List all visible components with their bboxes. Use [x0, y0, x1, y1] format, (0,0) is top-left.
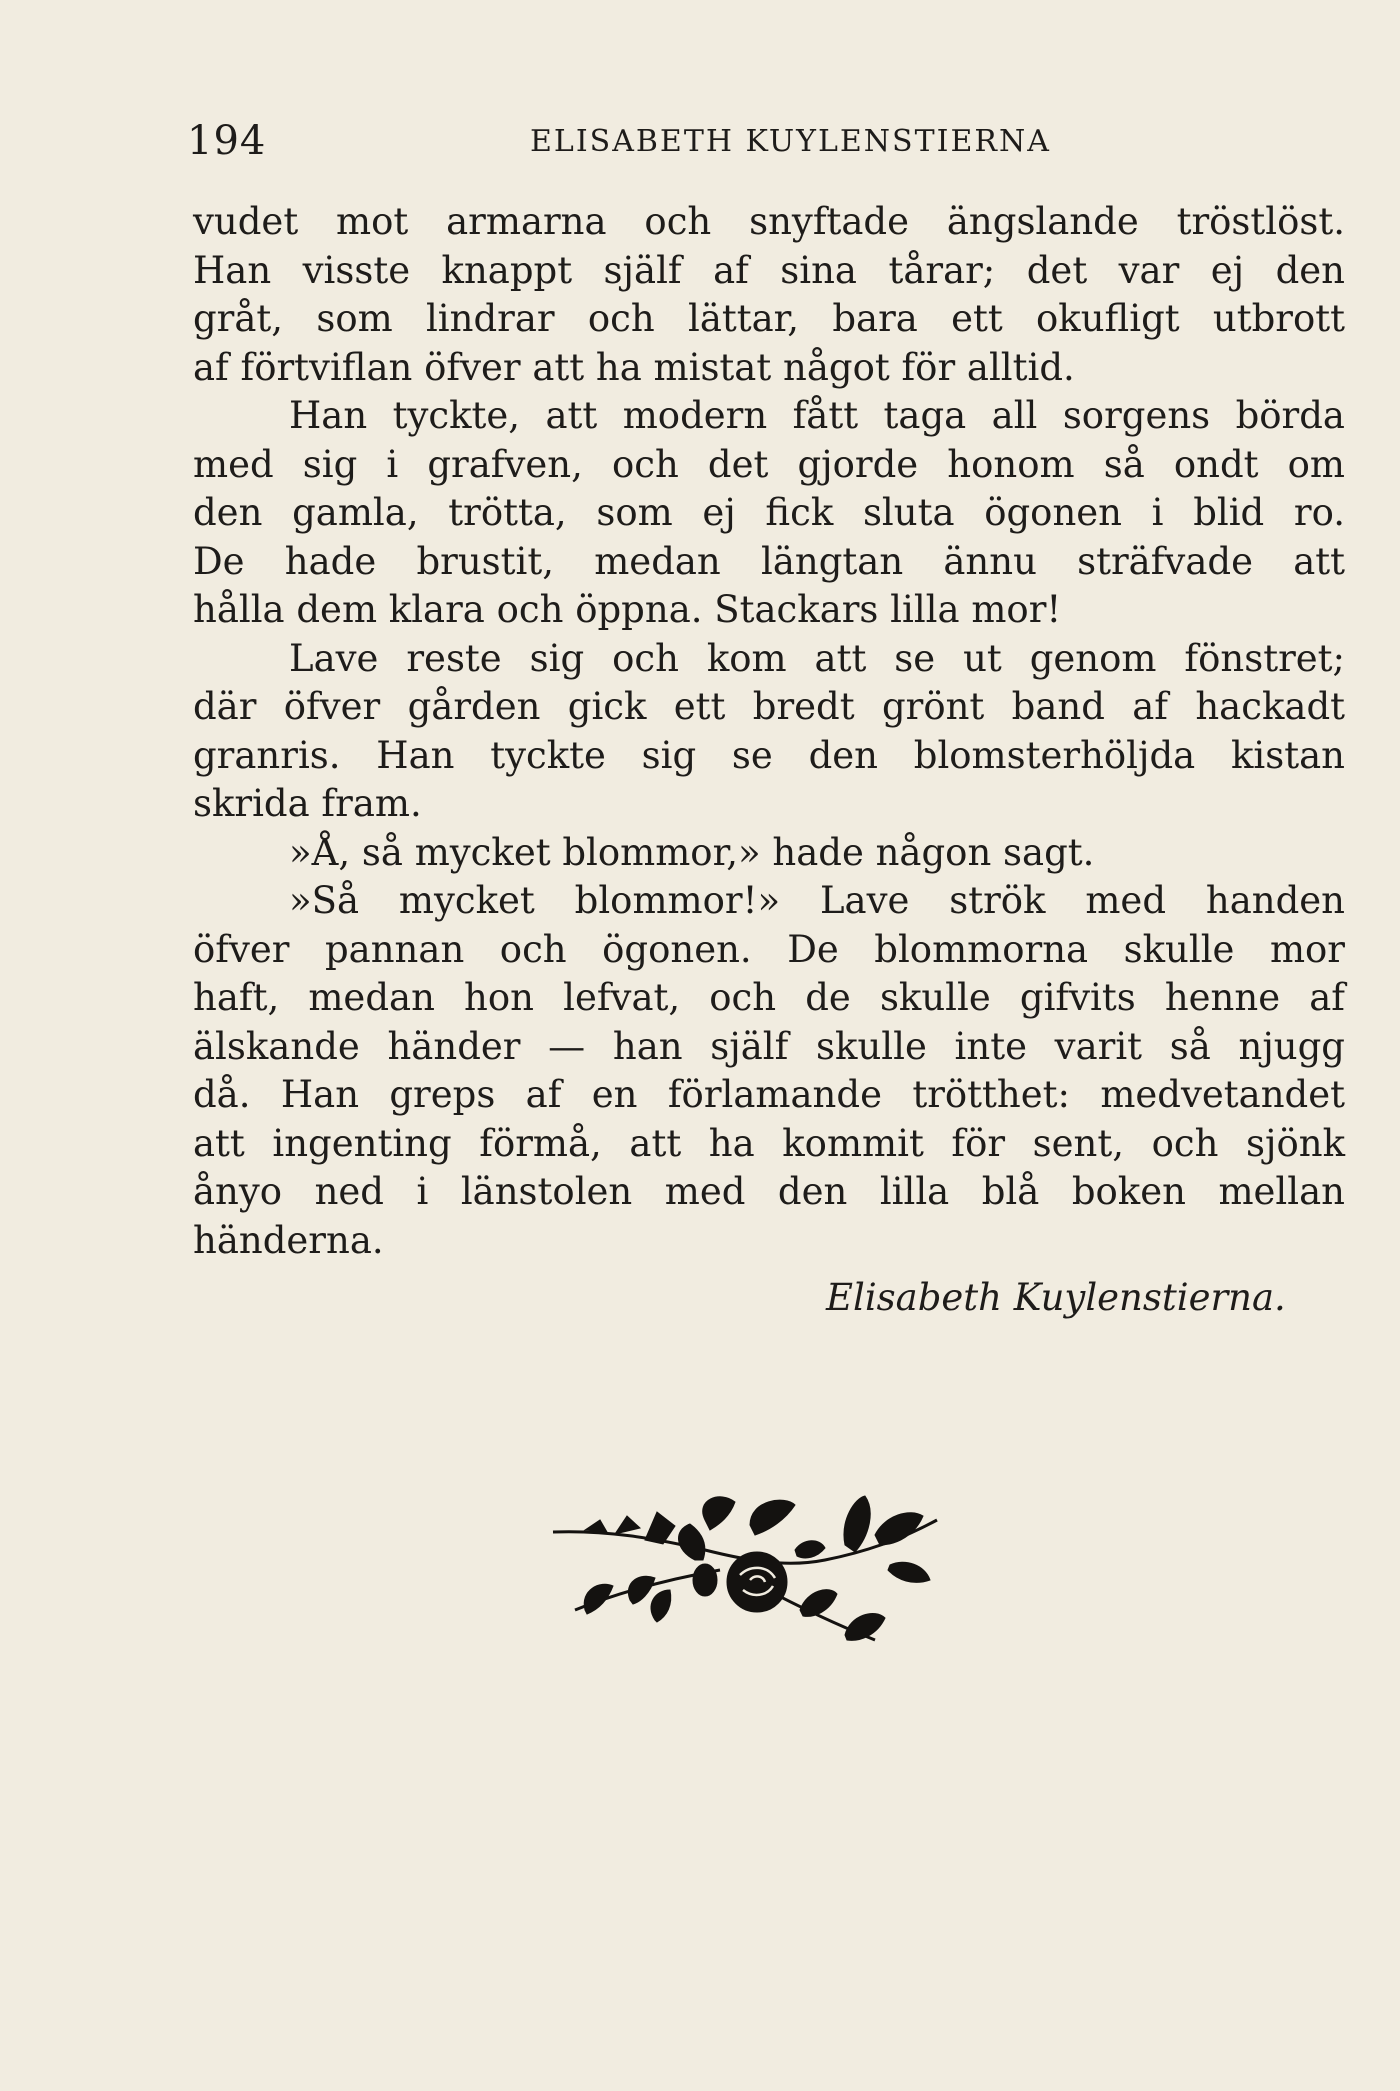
text-line: ånyo ned i länstolen med den lilla blå boken mellan — [193, 1170, 1345, 1213]
rose-branch-icon — [545, 1490, 945, 1660]
text-line: hålla dem klara och öppna. Stackars lilla mor! — [193, 588, 1062, 631]
running-title: ELISABETH KUYLENSTIERNA — [530, 124, 1051, 159]
text-line: Lave reste sig och kom att se ut genom fönstret; — [289, 636, 1345, 680]
text-line: händerna. — [193, 1218, 384, 1262]
text-line: af förtviflan öfver att ha mistat något för alltid. — [193, 345, 1075, 389]
text-line: där öfver gården gick ett bredt grönt band af hackadt — [193, 685, 1345, 728]
text-line: öfver pannan och ögonen. De blommorna skulle mor — [193, 927, 1345, 971]
text-line: då. Han greps af en förlamande trötthet: medvetandet — [193, 1073, 1345, 1116]
text-line: »Så mycket blommor!» Lave strök med handen — [289, 879, 1345, 922]
text-line: »Å, så mycket blommor,» hade någon sagt. — [289, 830, 1095, 874]
page-number: 194 — [187, 118, 267, 164]
text-line: älskande händer — han själf skulle inte varit så njugg — [193, 1024, 1345, 1068]
text-line: Han tyckte, att modern fått taga all sorgens börda — [289, 394, 1345, 437]
text-line: att ingenting förmå, att ha kommit för sent, och sjönk — [193, 1121, 1345, 1165]
author-signature: Elisabeth Kuylenstierna. — [826, 1276, 1286, 1319]
text-line: haft, medan hon lefvat, och de skulle gifvits henne af — [193, 976, 1345, 1019]
text-line: med sig i grafven, och det gjorde honom så ondt om — [193, 442, 1345, 486]
text-line: granris. Han tyckte sig se den blomsterhöljda kistan — [193, 733, 1345, 777]
text-line: skrida fram. — [193, 782, 422, 825]
text-line: gråt, som lindrar och lättar, bara ett okufligt utbrott — [193, 297, 1345, 340]
body-text — [193, 198, 1345, 1265]
text-line: den gamla, trötta, som ej fick sluta ögonen i blid ro. — [193, 491, 1345, 534]
text-line: vudet mot armarna och snyftade ängslande tröstlöst. — [193, 200, 1345, 243]
text-line: Han visste knappt själf af sina tårar; det var ej den — [193, 248, 1345, 292]
text-line: De hade brustit, medan längtan ännu sträfvade att — [193, 539, 1345, 583]
